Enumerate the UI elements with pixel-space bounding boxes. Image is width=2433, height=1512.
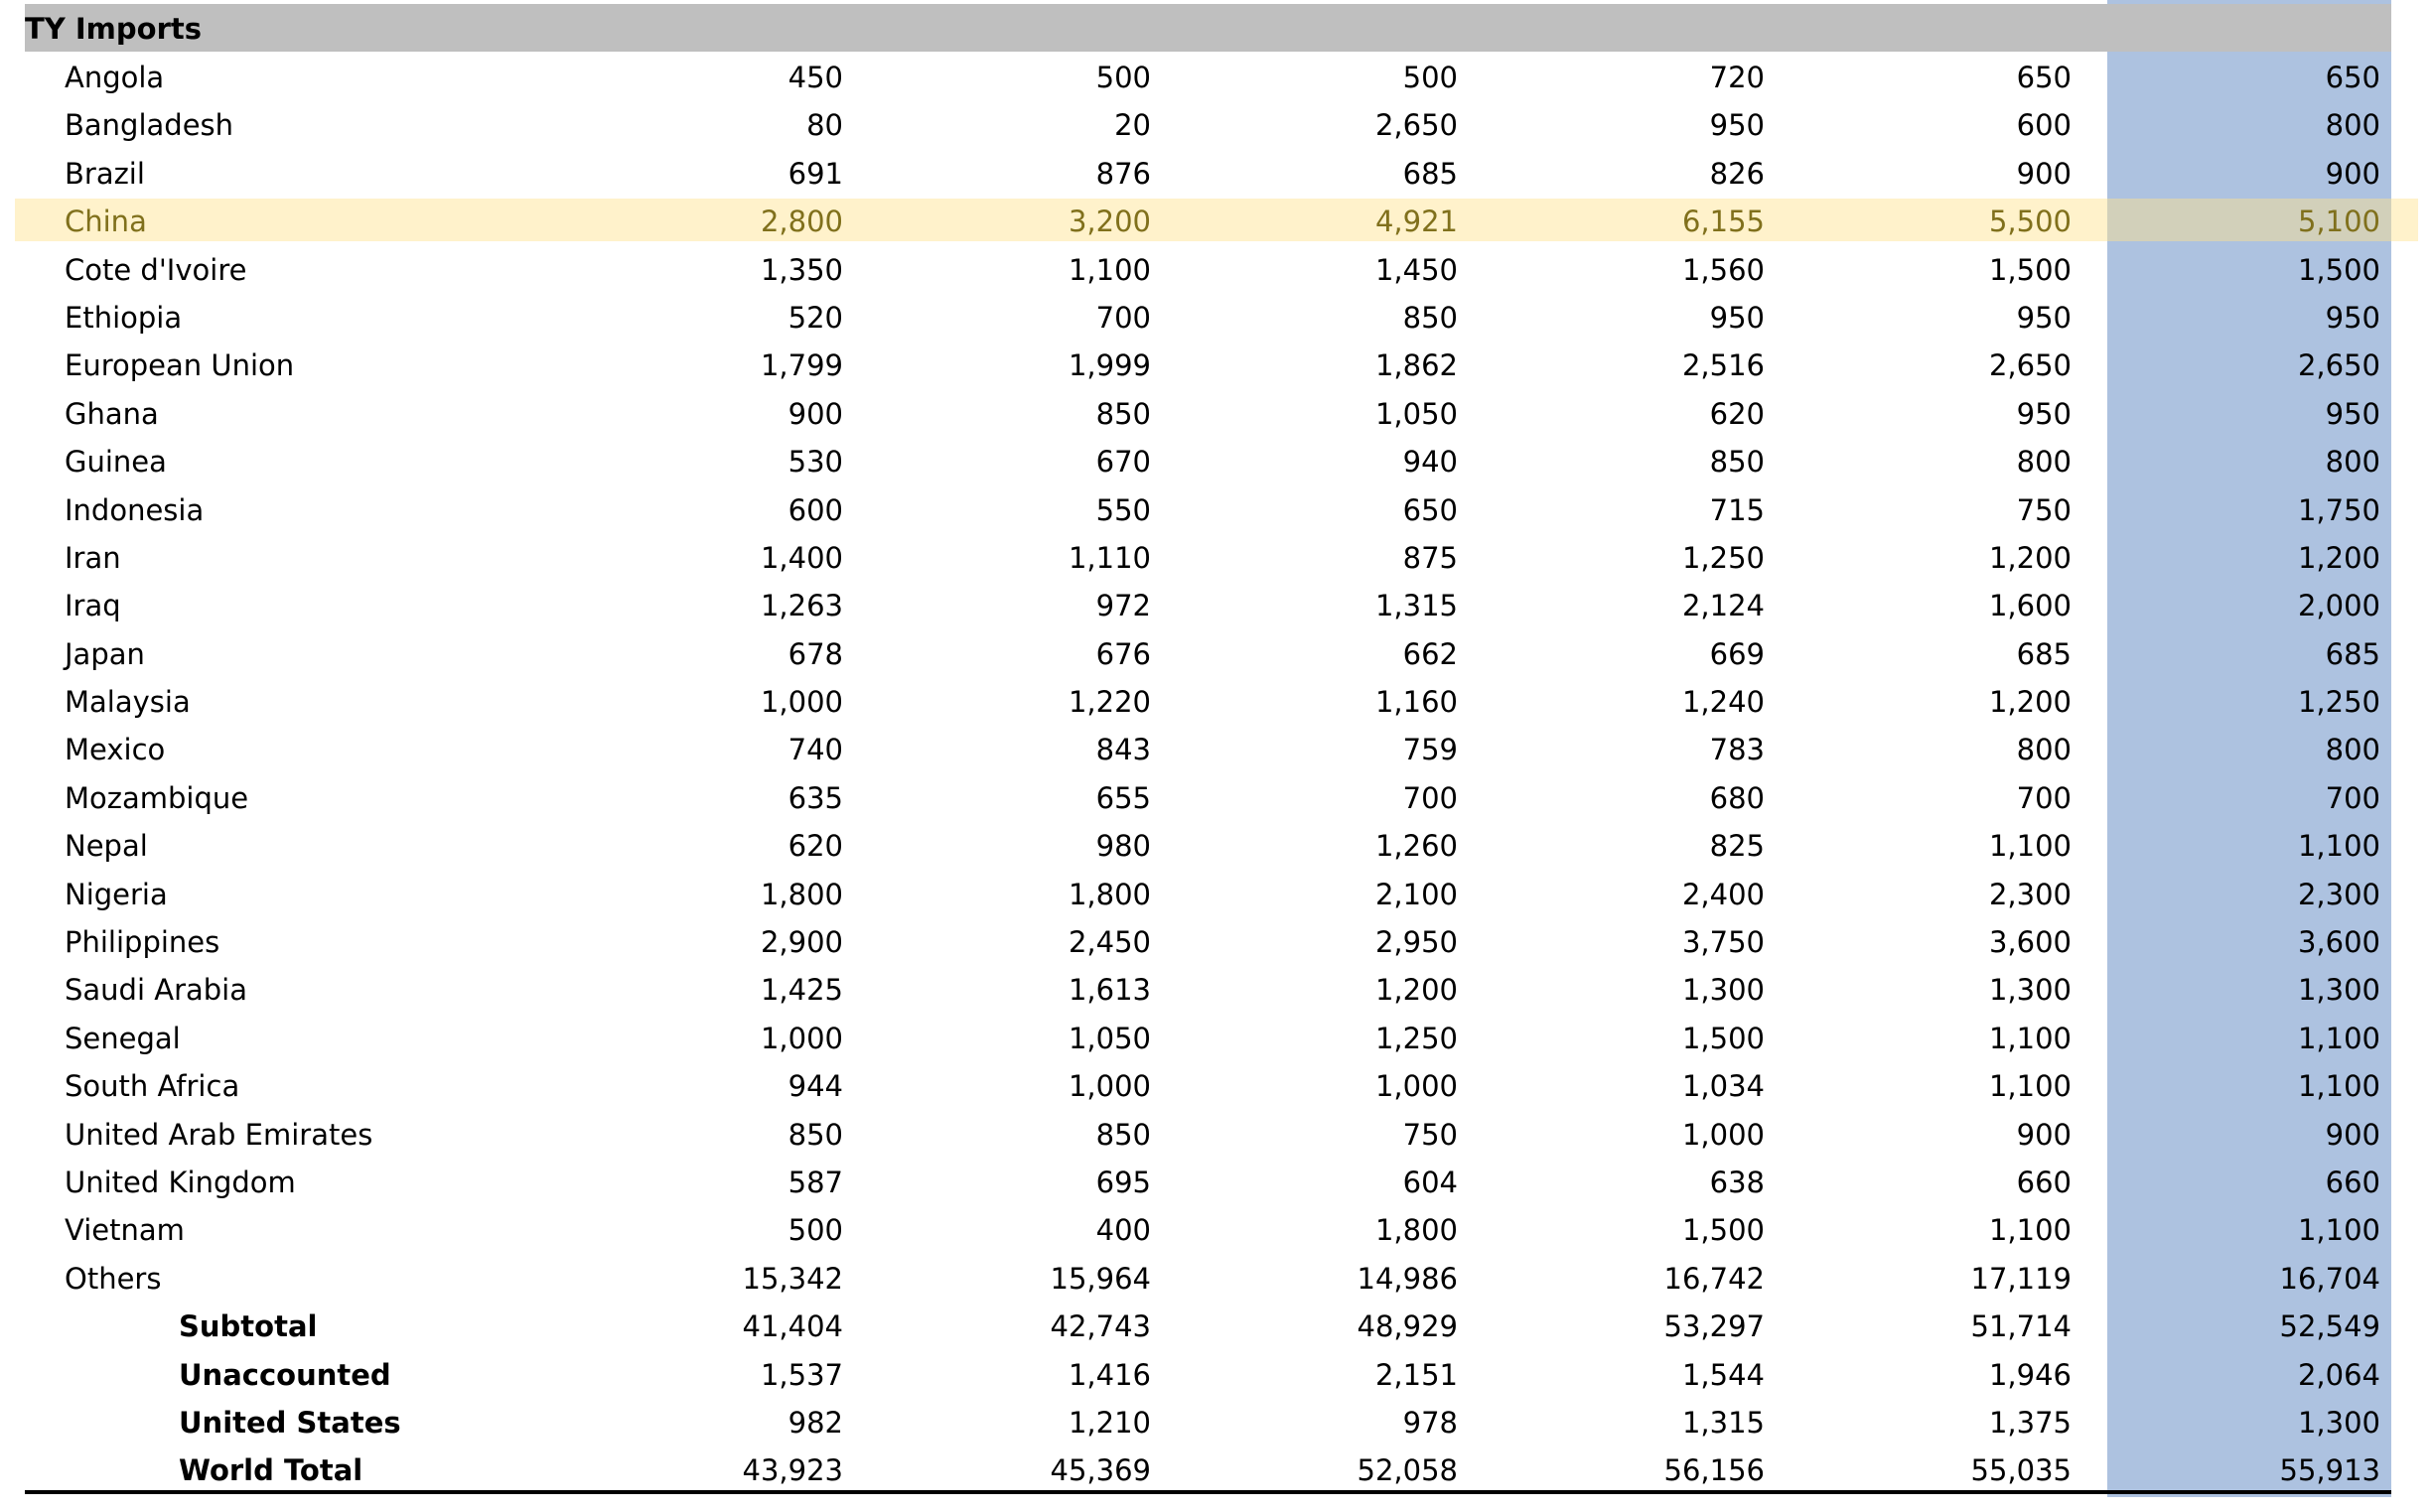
cell[interactable]: 875: [1402, 540, 1458, 575]
cell[interactable]: 1,000: [760, 1021, 843, 1055]
cell[interactable]: 650: [2016, 61, 2072, 94]
row-label: Malaysia: [65, 685, 191, 720]
cell[interactable]: 520: [787, 300, 843, 335]
row-label: South Africa: [65, 1069, 240, 1104]
cell[interactable]: 1,100: [2297, 1021, 2380, 1055]
world-total-row[interactable]: [25, 1444, 2391, 1492]
table-row[interactable]: [25, 964, 2391, 1012]
cell[interactable]: 678: [787, 636, 843, 671]
cell[interactable]: 750: [2016, 492, 2072, 527]
row-label: Vietnam: [65, 1213, 185, 1248]
cell[interactable]: 691: [787, 156, 843, 191]
cell[interactable]: 900: [787, 396, 843, 431]
cell[interactable]: 800: [2325, 733, 2380, 767]
row-label: Nigeria: [65, 877, 168, 911]
cell[interactable]: 1,100: [2297, 1213, 2380, 1248]
table-row[interactable]: [25, 99, 2391, 147]
cell[interactable]: 41,404: [742, 1309, 843, 1344]
cell[interactable]: 604: [1402, 1165, 1458, 1199]
cell[interactable]: 850: [1709, 445, 1765, 480]
table-row[interactable]: [25, 820, 2391, 868]
cell[interactable]: 850: [1402, 300, 1458, 335]
cell[interactable]: 750: [1402, 1117, 1458, 1152]
cell[interactable]: 2,151: [1374, 1357, 1458, 1392]
cell[interactable]: 450: [787, 61, 843, 94]
cell[interactable]: 43,923: [742, 1453, 843, 1488]
row-label: Bangladesh: [65, 108, 234, 143]
cell[interactable]: 1,400: [760, 540, 843, 575]
cell[interactable]: 2,450: [1068, 925, 1151, 960]
cell[interactable]: 1,110: [1068, 540, 1151, 575]
cell[interactable]: 638: [1709, 1165, 1765, 1199]
cell[interactable]: 950: [2325, 396, 2380, 431]
cell[interactable]: 1,799: [760, 348, 843, 383]
table-row[interactable]: [25, 1013, 2391, 1060]
cell[interactable]: 950: [2016, 300, 2072, 335]
cell[interactable]: 1,300: [1988, 973, 2072, 1008]
cell[interactable]: 1,000: [1681, 1117, 1765, 1152]
table-row[interactable]: [25, 1204, 2391, 1252]
cell[interactable]: 1,800: [1068, 877, 1151, 911]
table-row[interactable]: [25, 772, 2391, 820]
cell[interactable]: 685: [2016, 636, 2072, 671]
cell[interactable]: 1,300: [2297, 973, 2380, 1008]
table-row[interactable]: [25, 1253, 2391, 1301]
cell[interactable]: 944: [787, 1069, 843, 1104]
cell[interactable]: 1,000: [1374, 1069, 1458, 1104]
table-bottom-border: [25, 1490, 2391, 1494]
section-title: TY Imports: [25, 12, 202, 46]
cell[interactable]: 1,200: [1374, 973, 1458, 1008]
cell[interactable]: 48,929: [1357, 1309, 1458, 1344]
cell[interactable]: 2,000: [2297, 589, 2380, 623]
cell[interactable]: 2,100: [1374, 877, 1458, 911]
table-row[interactable]: [25, 244, 2391, 292]
cell[interactable]: 700: [2325, 780, 2380, 815]
cell[interactable]: 850: [1095, 396, 1151, 431]
table-row[interactable]: [25, 1109, 2391, 1157]
cell[interactable]: 876: [1095, 156, 1151, 191]
cell[interactable]: 600: [2016, 108, 2072, 143]
cell[interactable]: 2,400: [1681, 877, 1765, 911]
cell[interactable]: 55,035: [1970, 1453, 2072, 1488]
cell[interactable]: 660: [2325, 1165, 2380, 1199]
table-row[interactable]: [25, 148, 2391, 196]
cell[interactable]: 15,964: [1050, 1261, 1151, 1296]
cell[interactable]: 1,220: [1068, 685, 1151, 720]
cell[interactable]: 850: [1095, 1117, 1151, 1152]
cell[interactable]: 700: [1402, 780, 1458, 815]
cell[interactable]: 2,650: [1988, 348, 2072, 383]
row-label: Iran: [65, 540, 121, 575]
cell[interactable]: 662: [1402, 636, 1458, 671]
row-label: United Arab Emirates: [65, 1117, 373, 1152]
cell[interactable]: 1,200: [2297, 540, 2380, 575]
cell[interactable]: 3,600: [2297, 925, 2380, 960]
cell[interactable]: 53,297: [1663, 1309, 1765, 1344]
cell[interactable]: 500: [787, 1213, 843, 1248]
table-row[interactable]: [25, 869, 2391, 916]
cell[interactable]: 1,250: [1681, 540, 1765, 575]
cell[interactable]: 1,050: [1068, 1021, 1151, 1055]
cell[interactable]: 1,250: [2297, 685, 2380, 720]
cell[interactable]: 650: [1402, 492, 1458, 527]
cell[interactable]: 1,300: [2297, 1405, 2380, 1440]
table-body: [25, 52, 2391, 1493]
cell[interactable]: 2,900: [760, 925, 843, 960]
cell[interactable]: 900: [2016, 156, 2072, 191]
cell[interactable]: 1,946: [1988, 1357, 2072, 1392]
cell[interactable]: 3,200: [1068, 205, 1151, 239]
row-label: Cote d'Ivoire: [65, 252, 247, 287]
cell[interactable]: 1,450: [1374, 252, 1458, 287]
cell[interactable]: 950: [1709, 108, 1765, 143]
row-label: China: [65, 205, 147, 239]
cell[interactable]: 4,921: [1374, 205, 1458, 239]
row-label: European Union: [65, 348, 295, 383]
cell[interactable]: 620: [1709, 396, 1765, 431]
cell[interactable]: 1,800: [1374, 1213, 1458, 1248]
table-row-highlighted[interactable]: [25, 196, 2391, 243]
cell[interactable]: 550: [1095, 492, 1151, 527]
cell[interactable]: 80: [806, 108, 843, 143]
cell[interactable]: 982: [787, 1405, 843, 1440]
table-row[interactable]: [25, 484, 2391, 532]
cell[interactable]: 45,369: [1050, 1453, 1151, 1488]
row-label: Philippines: [65, 925, 220, 960]
row-label: World Total: [179, 1453, 363, 1488]
cell[interactable]: 1,100: [1988, 829, 2072, 864]
row-label: United States: [179, 1405, 401, 1440]
cell[interactable]: 1,100: [1988, 1213, 2072, 1248]
table-row[interactable]: [25, 676, 2391, 724]
cell[interactable]: 1,999: [1068, 348, 1151, 383]
row-label: Japan: [65, 636, 145, 671]
cell[interactable]: 843: [1095, 733, 1151, 767]
cell[interactable]: 800: [2016, 445, 2072, 480]
row-label: Nepal: [65, 829, 148, 864]
cell[interactable]: 1,425: [760, 973, 843, 1008]
section-header: [25, 4, 2391, 52]
row-label: Angola: [65, 61, 165, 94]
cell[interactable]: 620: [787, 829, 843, 864]
cell[interactable]: 800: [2325, 108, 2380, 143]
united-states-row[interactable]: [25, 1397, 2391, 1444]
cell[interactable]: 685: [1402, 156, 1458, 191]
cell[interactable]: 16,704: [2279, 1261, 2380, 1296]
cell[interactable]: 1,500: [1681, 1021, 1765, 1055]
cell[interactable]: 700: [2016, 780, 2072, 815]
cell[interactable]: 17,119: [1970, 1261, 2072, 1296]
cell[interactable]: 51,714: [1970, 1309, 2072, 1344]
cell[interactable]: 600: [787, 492, 843, 527]
cell[interactable]: 587: [787, 1165, 843, 1199]
cell[interactable]: 650: [2325, 61, 2380, 94]
row-label: Subtotal: [179, 1309, 318, 1344]
cell[interactable]: 1,315: [1681, 1405, 1765, 1440]
cell[interactable]: 2,300: [2297, 877, 2380, 911]
cell[interactable]: 1,862: [1374, 348, 1458, 383]
cell[interactable]: 1,500: [2297, 252, 2380, 287]
cell[interactable]: 1,100: [1988, 1021, 2072, 1055]
cell[interactable]: 972: [1095, 589, 1151, 623]
cell[interactable]: 800: [2325, 445, 2380, 480]
cell[interactable]: 1,613: [1068, 973, 1151, 1008]
cell[interactable]: 669: [1709, 636, 1765, 671]
cell[interactable]: 950: [2016, 396, 2072, 431]
cell[interactable]: 1,100: [1068, 252, 1151, 287]
table-row[interactable]: [25, 580, 2391, 627]
cell[interactable]: 740: [787, 733, 843, 767]
cell[interactable]: 42,743: [1050, 1309, 1151, 1344]
cell[interactable]: 1,260: [1374, 829, 1458, 864]
row-label: Brazil: [65, 156, 145, 191]
cell[interactable]: 1,750: [2297, 492, 2380, 527]
cell[interactable]: 1,100: [2297, 1069, 2380, 1104]
table-row[interactable]: [25, 724, 2391, 771]
cell[interactable]: 500: [1402, 61, 1458, 94]
cell[interactable]: 530: [787, 445, 843, 480]
cell[interactable]: 825: [1709, 829, 1765, 864]
row-label: Indonesia: [65, 492, 205, 527]
cell[interactable]: 850: [787, 1117, 843, 1152]
cell[interactable]: 1,537: [760, 1357, 843, 1392]
cell[interactable]: 14,986: [1357, 1261, 1458, 1296]
row-label: Ethiopia: [65, 300, 183, 335]
row-label: Unaccounted: [179, 1357, 391, 1392]
cell[interactable]: 700: [1095, 300, 1151, 335]
cell[interactable]: 3,600: [1988, 925, 2072, 960]
table-row[interactable]: [25, 1060, 2391, 1108]
cell[interactable]: 1,200: [1988, 685, 2072, 720]
row-label: Mexico: [65, 733, 166, 767]
cell[interactable]: 1,100: [2297, 829, 2380, 864]
cell[interactable]: 676: [1095, 636, 1151, 671]
cell[interactable]: 20: [1114, 108, 1151, 143]
row-label: Mozambique: [65, 780, 249, 815]
cell[interactable]: 1,263: [760, 589, 843, 623]
cell[interactable]: 6,155: [1681, 205, 1765, 239]
table-row[interactable]: [25, 292, 2391, 340]
cell[interactable]: 52,549: [2279, 1309, 2380, 1344]
cell[interactable]: 978: [1402, 1405, 1458, 1440]
cell[interactable]: 1,300: [1681, 973, 1765, 1008]
cell[interactable]: 1,034: [1681, 1069, 1765, 1104]
cell[interactable]: 900: [2016, 1117, 2072, 1152]
row-label: Others: [65, 1261, 162, 1296]
cell[interactable]: 1,544: [1681, 1357, 1765, 1392]
cell[interactable]: 720: [1709, 61, 1765, 94]
cell[interactable]: 1,210: [1068, 1405, 1151, 1440]
cell[interactable]: 1,100: [1988, 1069, 2072, 1104]
row-label: Senegal: [65, 1021, 181, 1055]
subtotal-row[interactable]: [25, 1301, 2391, 1348]
cell[interactable]: 826: [1709, 156, 1765, 191]
cell[interactable]: 1,375: [1988, 1405, 2072, 1440]
cell[interactable]: 56,156: [1663, 1453, 1765, 1488]
cell[interactable]: 900: [2325, 1117, 2380, 1152]
cell[interactable]: 15,342: [742, 1261, 843, 1296]
cell[interactable]: 1,250: [1374, 1021, 1458, 1055]
cell[interactable]: 1,350: [760, 252, 843, 287]
cell[interactable]: 52,058: [1357, 1453, 1458, 1488]
cell[interactable]: 1,800: [760, 877, 843, 911]
row-label: Guinea: [65, 445, 167, 480]
cell[interactable]: 900: [2325, 156, 2380, 191]
cell[interactable]: 1,315: [1374, 589, 1458, 623]
cell[interactable]: 2,064: [2297, 1357, 2380, 1392]
cell[interactable]: 950: [2325, 300, 2380, 335]
cell[interactable]: 1,240: [1681, 685, 1765, 720]
cell[interactable]: 635: [787, 780, 843, 815]
cell[interactable]: 1,416: [1068, 1357, 1151, 1392]
cell[interactable]: 800: [2016, 733, 2072, 767]
cell[interactable]: 500: [1095, 61, 1151, 94]
cell[interactable]: 715: [1709, 492, 1765, 527]
row-label: Iraq: [65, 589, 121, 623]
cell[interactable]: 660: [2016, 1165, 2072, 1199]
cell[interactable]: 55,913: [2279, 1453, 2380, 1488]
cell[interactable]: 685: [2325, 636, 2380, 671]
cell[interactable]: 680: [1709, 780, 1765, 815]
table-row[interactable]: [25, 436, 2391, 483]
row-label: Saudi Arabia: [65, 973, 248, 1008]
cell[interactable]: 1,000: [1068, 1069, 1151, 1104]
cell[interactable]: 16,742: [1663, 1261, 1765, 1296]
cell[interactable]: 1,050: [1374, 396, 1458, 431]
table-row[interactable]: [25, 628, 2391, 676]
cell[interactable]: 695: [1095, 1165, 1151, 1199]
cell[interactable]: 3,750: [1681, 925, 1765, 960]
cell[interactable]: 940: [1402, 445, 1458, 480]
cell[interactable]: 1,000: [760, 685, 843, 720]
cell[interactable]: 950: [1709, 300, 1765, 335]
cell[interactable]: 5,500: [1988, 205, 2072, 239]
table-row[interactable]: [25, 388, 2391, 436]
row-label: Ghana: [65, 396, 159, 431]
cell[interactable]: 2,516: [1681, 348, 1765, 383]
table-row[interactable]: [25, 340, 2391, 387]
cell[interactable]: 2,950: [1374, 925, 1458, 960]
cell[interactable]: 2,650: [1374, 108, 1458, 143]
cell[interactable]: 759: [1402, 733, 1458, 767]
unaccounted-row[interactable]: [25, 1349, 2391, 1397]
cell[interactable]: 1,160: [1374, 685, 1458, 720]
table-row[interactable]: [25, 916, 2391, 964]
cell[interactable]: 1,500: [1681, 1213, 1765, 1248]
cell[interactable]: 2,124: [1681, 589, 1765, 623]
table-row[interactable]: [25, 1157, 2391, 1204]
cell[interactable]: 1,560: [1681, 252, 1765, 287]
cell[interactable]: 5,100: [2297, 205, 2380, 239]
cell[interactable]: 1,500: [1988, 252, 2072, 287]
cell[interactable]: 670: [1095, 445, 1151, 480]
cell[interactable]: 655: [1095, 780, 1151, 815]
cell[interactable]: 1,600: [1988, 589, 2072, 623]
cell[interactable]: 2,800: [760, 205, 843, 239]
cell[interactable]: 400: [1095, 1213, 1151, 1248]
row-label: United Kingdom: [65, 1165, 296, 1199]
table-row[interactable]: [25, 52, 2391, 99]
table-row[interactable]: [25, 532, 2391, 580]
cell[interactable]: 980: [1095, 829, 1151, 864]
cell[interactable]: 2,300: [1988, 877, 2072, 911]
cell[interactable]: 1,200: [1988, 540, 2072, 575]
cell[interactable]: 783: [1709, 733, 1765, 767]
cell[interactable]: 2,650: [2297, 348, 2380, 383]
